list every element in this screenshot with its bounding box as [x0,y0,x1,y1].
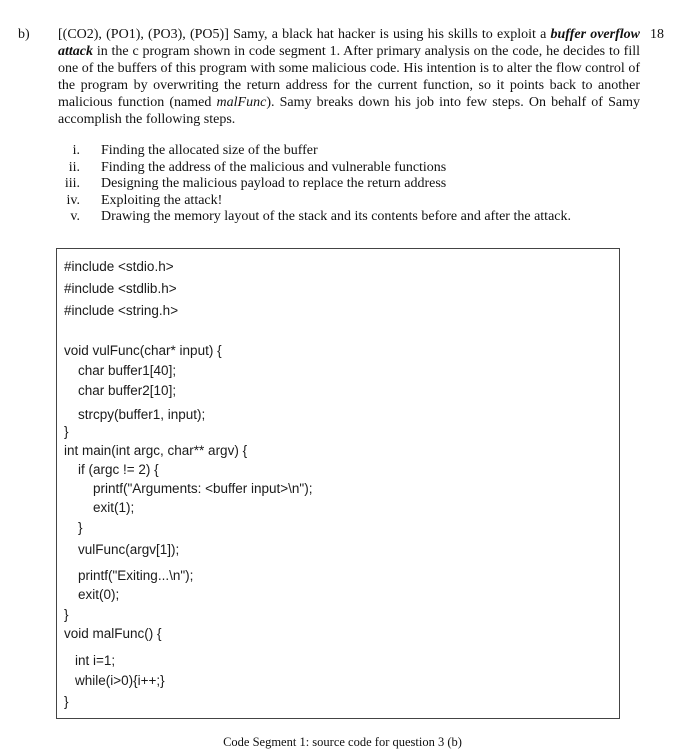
code-segment-box [56,248,620,719]
question-middle: in the c program shown in code segment 1. After primary analysis on the code, he decides to fill one of the buffers of this program with some malicious code. His intention is to alter the flow control of the program by overwriting the return address for the current function, so it points back to another malicious function (named [58,44,640,110]
code-line: while(i>0){i++;} [75,673,165,688]
code-line: #include <stdlib.h> [64,281,177,296]
code-line: exit(1); [93,500,135,515]
question-label: b) [18,27,30,42]
question-end: ). Samy breaks down his job into few steps. On behalf of Samy accomplish the following steps. [58,95,640,127]
code-line: } [64,424,69,439]
step-text: Finding the address of the malicious and vulnerable functions [101,159,447,175]
code-line: if (argc != 2) { [78,462,159,477]
step-number: ii. [68,159,80,175]
code-line: strcpy(buffer1, input); [78,407,206,422]
step-item [56,176,636,193]
steps-list [56,143,636,226]
step-item [56,143,636,160]
step-item [56,160,636,177]
step-text: Finding the allocated size of the buffer [101,143,318,158]
code-line: #include <stdio.h> [64,259,174,274]
malicious-function-name: malFunc [216,95,267,110]
step-text: Drawing the memory layout of the stack and its contents before and after the attack. [101,209,571,224]
code-line: } [64,607,69,622]
code-line: void vulFunc(char* input) { [64,343,222,358]
step-text: Designing the malicious payload to replace the return address [101,176,447,191]
code-line: char buffer2[10]; [78,383,177,398]
step-number: iii. [64,176,80,191]
code-line: int i=1; [75,653,116,668]
code-line: } [64,694,69,709]
code-line: char buffer1[40]; [78,363,177,378]
code-caption: Code Segment 1: source code for question 3 (b) [223,735,462,749]
step-number: v. [70,209,80,224]
question-text [58,26,640,128]
step-item [56,209,636,226]
code-line: vulFunc(argv[1]); [78,542,180,557]
code-line: int main(int argc, char** argv) { [64,443,248,458]
attack-term: buffer overflow attack [58,27,640,59]
step-number: iv. [66,192,80,208]
code-line: } [78,520,83,535]
code-line: printf("Arguments: <buffer input>\n"); [93,481,313,496]
question-marks: 18 [650,27,664,42]
step-item [56,193,636,210]
step-number: i. [72,143,80,158]
code-line: void malFunc() { [64,626,162,641]
code-line: printf("Exiting...\n"); [78,568,194,583]
code-line: #include <string.h> [64,303,179,318]
step-text: Exploiting the attack! [101,192,223,208]
code-line: exit(0); [78,587,120,602]
question-intro: [(CO2), (PO1), (PO3), (PO5)] Samy, a black hat hacker is using his skills to exploit a [58,27,551,42]
